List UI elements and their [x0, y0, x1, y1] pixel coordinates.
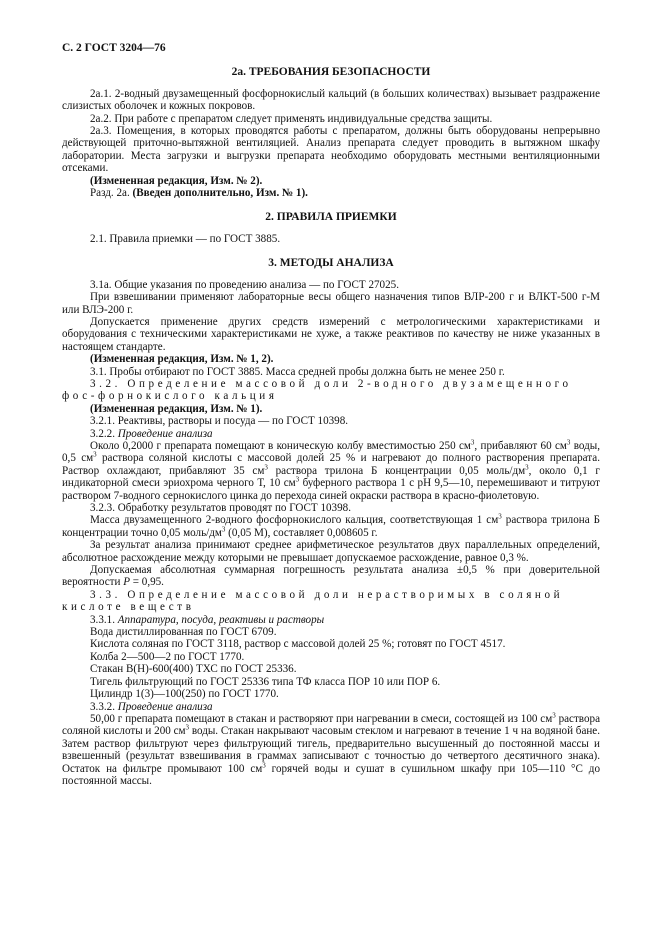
- section-2a-title: 2а. ТРЕБОВАНИЯ БЕЗОПАСНОСТИ: [231, 66, 431, 79]
- clause-number: 3.3.2.: [90, 700, 115, 713]
- amendment-note: (Измененная редакция, Изм. № 1, 2).: [90, 353, 274, 366]
- paragraph-2a-1: 2а.1. 2-водный двузамещенный фосфорнокислый кальций (в больших количествах) вызывает раздражение слизистых оболочек и кожных покровов.: [62, 87, 600, 113]
- superscript: 3: [93, 450, 97, 459]
- clause-title: Проведение анализа: [117, 700, 213, 713]
- superscript: 3: [470, 438, 475, 447]
- paragraph-3-2-1: 3.2.1. Реактивы, растворы и посуда — по ГОСТ 10398.: [90, 415, 349, 428]
- paragraph-3-2-2-heading: [62, 428, 600, 440]
- paragraph-3-3-2-body: [62, 713, 600, 787]
- paragraph-3-3-2-heading: [62, 701, 600, 713]
- text-run: Допускаемая абсолютная суммарная погрешность результата анализа ±0,5 % при доверительной вероятности: [62, 564, 600, 589]
- clause-number: 3.3.1.: [90, 613, 115, 626]
- superscript: 3: [498, 512, 502, 521]
- paragraph-3-2-2-body: [62, 440, 600, 502]
- text-run: , около 0,1 г индикаторной смеси эриохрома черного Т, 10 см: [62, 464, 600, 490]
- superscript: 3: [264, 463, 268, 472]
- variable-p: P: [123, 576, 130, 589]
- paragraph-weighing: При взвешивании применяют лабораторные весы общего назначения типов ВЛР-200 г и ВЛКТ-500 г-М или ВЛЭ-200 г.: [62, 291, 600, 316]
- paragraph-3-2: 3.2. Определение массовой доли 2-водного двузамещенного фос-форнокислого кальция: [62, 377, 572, 403]
- page-header: С. 2 ГОСТ 3204—76: [62, 42, 166, 54]
- paragraph-2a-3: 2а.3. Помещения, в которых проводятся работы с препаратом, должны быть оборудованы непрерывно действующей приточно-вытяжной вентиляцией. Анализ препарата следует проводить в вытяжном шкафу лаборатории. Места загрузки и выгрузки препарата необходимо оборудовать местными вентиляционными отсеками.: [62, 125, 600, 175]
- text-run: Масса двузамещенного 2-водного фосфорнокислого кальция, соответствующая 1 см: [90, 514, 499, 527]
- paragraph-mass: [62, 514, 600, 539]
- paragraph-result: За результат анализа принимают среднее арифметическое результатов двух параллельных определений, абсолютное расхождение между которыми не превышает допускаемое расхождение, равное 0,3 %.: [62, 539, 600, 564]
- list-item: Вода дистиллированная по ГОСТ 6709.: [90, 626, 277, 639]
- text-run: , прибавляют 60 см: [474, 439, 567, 452]
- list-item: Тигель фильтрующий по ГОСТ 25336 типа ТФ класса ПОР 10 или ПОР 6.: [90, 675, 441, 688]
- superscript: 3: [295, 475, 300, 484]
- superscript: 3: [262, 760, 266, 769]
- text-run: раствора соляной кислоты и 200 см: [62, 712, 600, 738]
- superscript: 3: [525, 463, 529, 472]
- clause-number: 3.2.2.: [90, 427, 115, 440]
- clause-title: Аппаратура, посуда, реактивы и растворы: [117, 613, 325, 626]
- list-item: Стакан В(Н)-600(400) ТХС по ГОСТ 25336.: [90, 663, 297, 676]
- paragraph-3-3: 3.3. Определение массовой доли нерастворимых в соляной кислоте веществ: [62, 588, 564, 614]
- text-run: Около 0,2000 г препарата помещают в коническую колбу вместимостью 250 см: [90, 439, 471, 452]
- text-run: воды. Стакан накрывают часовым стеклом и нагревают в течение 1 ч на водяной бане. Затем раствор фильтруют через фильтрующий тигель, предварительно высушенный до постоянной массы и взвешенный (результат взвешивания в граммах записывают с точностью до четвертого десятичного знака). Остаток на фильтре промывают 100 см: [62, 725, 600, 775]
- section-3-title: 3. МЕТОДЫ АНАЛИЗА: [268, 257, 394, 270]
- amendment-note: (Измененная редакция, Изм. № 2).: [90, 174, 263, 187]
- text-run: раствора трилона Б концентрации точно 0,05 моль/дм: [62, 514, 600, 539]
- section-2a-note-bold: (Введен дополнительно, Изм. № 1).: [132, 187, 308, 200]
- text-run: 50,00 г препарата помещают в стакан и растворяют при нагревании в смеси, состоящей из 100 см: [90, 712, 553, 725]
- superscript: 3: [566, 438, 571, 447]
- list-item: Цилиндр 1(3)—100(250) по ГОСТ 1770.: [90, 688, 279, 701]
- text-run: горячей воды и сушат в сушильном шкафу при 105—110 °С до постоянной массы.: [62, 762, 600, 787]
- text-run: буферного раствора 1 с рН 9,5—10, перемешивают и титруют раствором 7-водного сернокислого цинка до перехода синей окраски раствора в красно-фиолетовую.: [62, 477, 600, 502]
- paragraph-3-1: 3.1. Пробы отбирают по ГОСТ 3885. Масса средней пробы должна быть не менее 250 г.: [90, 365, 505, 378]
- text-run: = 0,95.: [129, 576, 164, 589]
- superscript: 3: [552, 711, 556, 720]
- text-run: раствора трилона Б концентрации 0,05 моль/дм: [267, 464, 526, 477]
- list-item: Колба 2—500—2 по ГОСТ 1770.: [90, 650, 245, 663]
- text-run: (0,05 М), составляет 0,008605 г.: [225, 526, 378, 539]
- paragraph-3-1a: 3.1а. Общие указания по проведению анализа — по ГОСТ 27025.: [90, 278, 399, 291]
- list-item: Кислота соляная по ГОСТ 3118, раствор с массовой долей 25 %; готовят по ГОСТ 4517.: [90, 638, 506, 651]
- text-run: раствора соляной кислоты с массовой долей 25 % и нагревают до полного растворения препарата. Раствор охлаждают, прибавляют 35 см: [62, 452, 600, 477]
- clause-title: Проведение анализа: [117, 427, 213, 440]
- paragraph-allowance: Допускается применение других средств измерений с метрологическими характеристиками и оборудования с техническими характеристиками не хуже, а также реактивов по качеству не ниже указанных в настоящем стандарте.: [62, 315, 600, 353]
- paragraph-3-3-1-heading: [62, 614, 600, 626]
- paragraph-3-2-3: 3.2.3. Обработку результатов проводят по ГОСТ 10398.: [90, 502, 351, 514]
- paragraph-2-1: 2.1. Правила приемки — по ГОСТ 3885.: [90, 232, 281, 245]
- amendment-note: (Измененная редакция, Изм. № 1).: [90, 402, 263, 415]
- section-2a-note-prefix: Разд. 2а.: [90, 187, 130, 200]
- superscript: 3: [185, 723, 190, 732]
- superscript: 3: [221, 525, 226, 534]
- paragraph-2a-2: 2а.2. При работе с препаратом следует применять индивидуальные средства защиты.: [90, 112, 493, 125]
- paragraph-error: [62, 564, 600, 589]
- text-run: воды, 0,5 см: [62, 439, 600, 465]
- document-page: [62, 42, 600, 787]
- section-2-title: 2. ПРАВИЛА ПРИЕМКИ: [265, 211, 397, 224]
- section-2a-note: [62, 187, 600, 199]
